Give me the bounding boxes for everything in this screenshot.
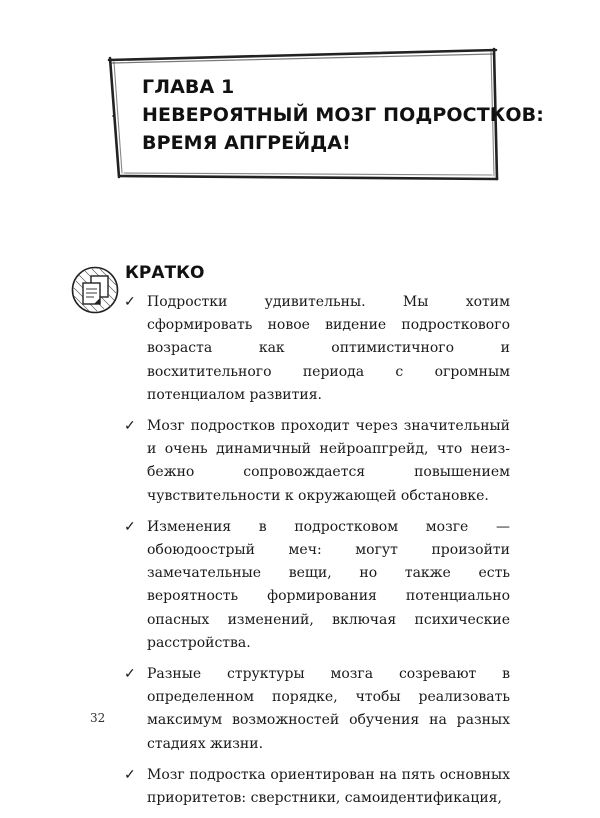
chapter-heading-box	[106, 46, 544, 184]
list-item-text: Подростки удивительны. Мы хотим сформировать новое видение подросткового возраста как оптимистичного и восхитительного периода с огромным потенциалом развития.	[147, 294, 510, 403]
list-item	[124, 516, 510, 655]
chapter-title-line: НЕВЕРОЯТНЫЙ МОЗГ ПОДРОСТКОВ:	[142, 104, 544, 126]
chapter-subtitle-line: ВРЕМЯ АПГРЕЙДА!	[142, 132, 351, 154]
list-item	[124, 764, 510, 810]
summary-heading: КРАТКО	[125, 263, 205, 283]
page-number: 32	[90, 711, 106, 725]
list-item	[124, 415, 510, 508]
checkmark-icon: ✓	[124, 518, 136, 535]
checkmark-icon: ✓	[124, 766, 136, 783]
summary-list	[124, 291, 510, 818]
list-item	[124, 291, 510, 407]
list-item	[124, 663, 510, 756]
list-item-text: Разные структуры мозга созревают в определенном порядке, чтобы реализовать максимум возможностей обучения на разных стадиях жизни.	[147, 666, 510, 752]
list-item-text: Мозг подростков проходит через значительный и очень динамичный нейроапгрейд, что неизбежно сопровождается повышением чувствительности к окружающей обстановке.	[147, 418, 510, 504]
list-item-text: Мозг подростка ориентирован на пять основных приоритетов: сверстники, самоидентификация,	[147, 766, 510, 807]
list-item-text: Изменения в подростковом мозге — обоюдоострый меч: могут произойти замечательные вещи, но также есть вероятность формирования потенциально опасных изменений, включая психические расстройства.	[147, 518, 510, 651]
checkmark-icon: ✓	[124, 666, 136, 683]
chapter-title	[142, 73, 544, 157]
checkmark-icon: ✓	[124, 418, 136, 435]
notes-icon	[70, 265, 120, 315]
checkmark-icon: ✓	[124, 294, 136, 310]
chapter-number: ГЛАВА 1	[142, 76, 235, 98]
